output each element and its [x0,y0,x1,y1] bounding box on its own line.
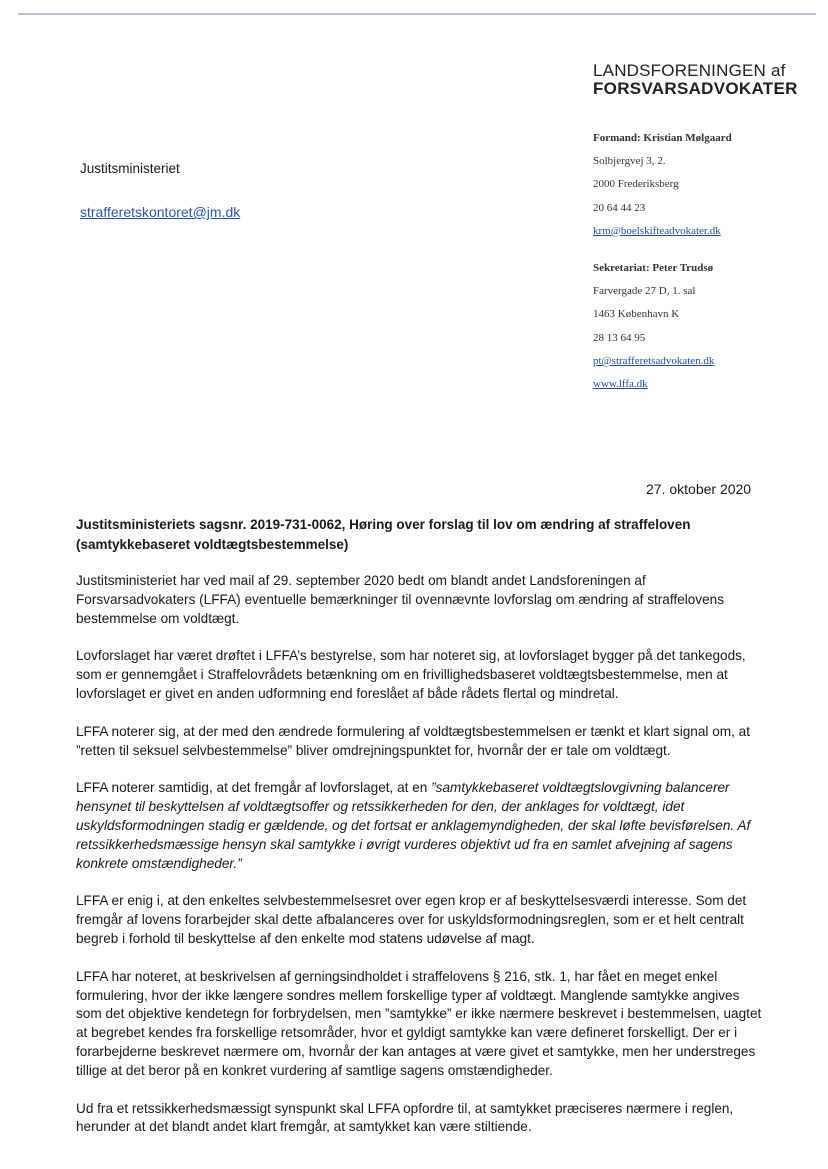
letterhead-logo [593,62,798,98]
chairman-email-link[interactable]: krm@boelskifteadvokater.dk [593,224,721,237]
chairman-city: 2000 Frederiksberg [593,178,679,191]
recipient-email-link[interactable]: strafferetskontoret@jm.dk [80,204,241,220]
recipient-name: Justitsministeriet [80,161,180,176]
paragraph-4-quote: ”samtykkebaseret voldtægtslovgivning balancerer hensynet til beskyttelsen af voldtægtsoffer og retssikkerheden for den, der anklages for voldtægt, idet uskyldsformodningen stadig er gældende, og det fortsat er anklagemyndigheden, der skal løfte bevisførelsen. Af retssikkerhedsmæssige hensyn skal samtykke i øvrigt vurderes objektivt ud fra en samlet afvejning af sagens konkrete omstændigheder.” [76,780,751,871]
secretariat-phone: 28 13 64 95 [593,331,646,344]
letter-subject: Justitsministeriets sagsnr. 2019-731-0062, Høring over forslag til lov om ændring af straffeloven (samtykkebaseret voldtægtsbestemmelse) [76,517,691,552]
secretariat-contact [593,262,714,401]
org-name-line1: LANDSFORENINGEN af [593,61,786,80]
chairman-phone: 20 64 44 23 [593,201,646,214]
website-link[interactable]: www.lffa.dk [593,377,648,390]
paragraph-4 [76,779,762,873]
top-divider [18,13,816,15]
paragraph-5: LFFA er enig i, at den enkeltes selvbestemmelsesret over egen krop er af beskyttelsesværdi interesse. Som det fremgår af lovens forarbejder skal dette afbalanceres over for uskyldsformodningsreglen, som er et helt centralt begreb i forhold til beskyttelse af den enkelte mod statens udøvelse af magt. [76,893,747,946]
paragraph-2: Lovforslaget har været drøftet i LFFA’s bestyrelse, som har noteret sig, at lovforslaget bygger på det tankegods, som er gennemgået i Straffelovrådets betænkning om en frivillighedsbaseret voldtægtsbestemmelse, men at lovforslaget er givet en anden udformning end foreslået af både rådets flertal og mindretal. [76,648,746,701]
secretariat-title: Sekretariat: Peter Trudsø [593,262,714,274]
paragraph-3: LFFA noterer sig, at der med den ændrede formulering af voldtægtsbestemmelsen er tænkt et klart signal om, at ”retten til seksuel selvbestemmelse” bliver omdrejningspunktet for, hvornår der er tale om voldtægt. [76,723,750,758]
secretariat-street: Farvergade 27 D, 1. sal [593,285,696,298]
secretariat-email-link[interactable]: pt@strafferetsadvokaten.dk [593,354,715,367]
secretariat-city: 1463 København K [593,308,680,321]
paragraph-4-intro: LFFA noterer samtidig, at det fremgår af lovforslaget, at en [76,780,432,796]
org-name-line2: FORSVARSADVOKATER [593,78,798,98]
letter-date: 27. oktober 2020 [646,481,752,497]
chairman-contact [593,132,732,248]
paragraph-1: Justitsministeriet har ved mail af 29. september 2020 bedt om blandt andet Landsforeningen af Forsvarsadvokaters (LFFA) eventuelle bemærkninger til ovennævnte lovforslag om ændring af straffelovens bestemmelse om voldtægt. [76,573,725,626]
paragraph-6: LFFA har noteret, at beskrivelsen af gerningsindholdet i straffelovens § 216, stk. 1, har fået en meget enkel formulering, hvor der ikke længere sondres mellem forskellige typer af voldtægt. Manglende samtykke angives som det objektive kendetegn for forbrydelsen, men ”samtykke” er ikke nærmere beskrevet i bestemmelsen, uagtet at begrebet kendes fra forskellige retsområder, hvor et gyldigt samtykke kan være defineret forskelligt. Der er i forarbejderne beskrevet nærmere om, hvornår der kan antages at være givet et samtykke, men her understreges tillige at det beror på en konkret vurdering af samtlige sagens omstændigheder. [76,968,762,1078]
paragraph-7: Ud fra et retssikkerhedsmæssigt synspunkt skal LFFA opfordre til, at samtykket præciseres nærmere i reglen, herunder at det blandt andet klart fremgår, at samtykket kan være stiltiende. [76,1100,734,1135]
chairman-title: Formand: Kristian Mølgaard [593,132,732,144]
chairman-street: Solbjergvej 3, 2. [593,155,666,168]
letter-body [76,572,762,1156]
